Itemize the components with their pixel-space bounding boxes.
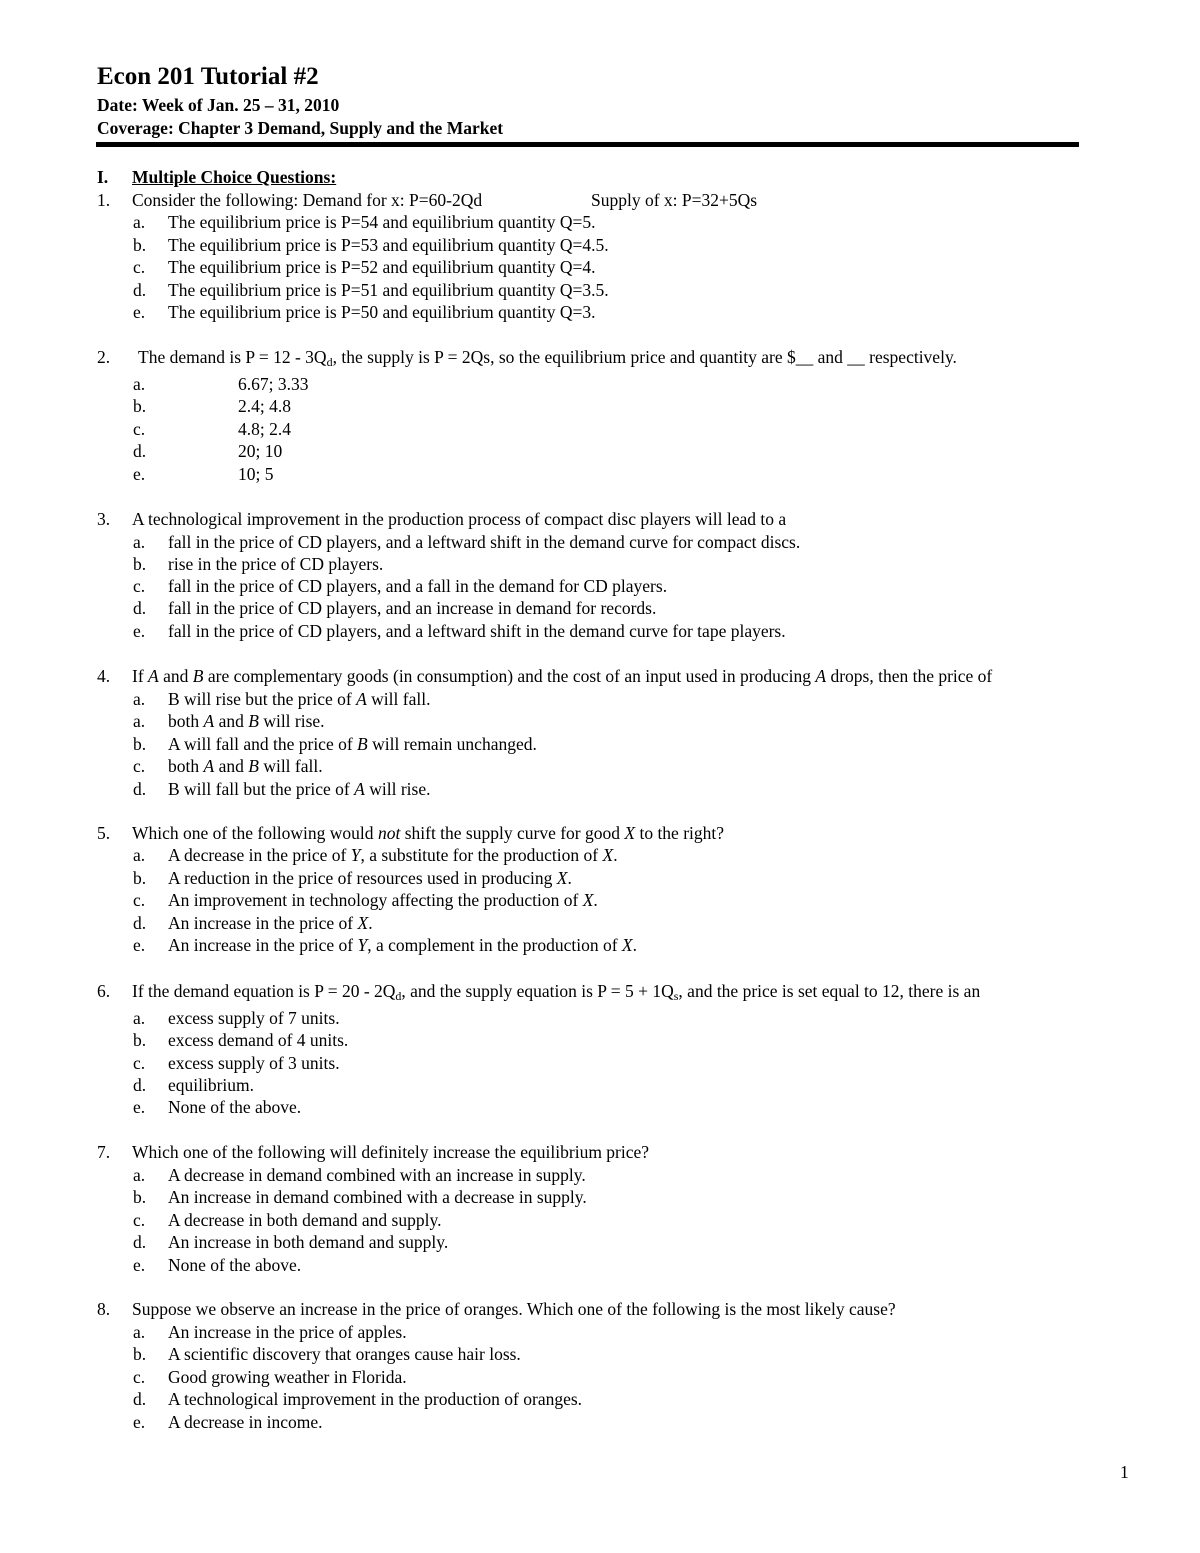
option-letter: a. <box>133 711 146 731</box>
option-letter: b. <box>133 734 147 754</box>
option-text: fall in the price of CD players, and a leftward shift in the demand curve for tape players. <box>168 621 786 641</box>
option-letter: b. <box>133 1344 147 1364</box>
option-text: fall in the price of CD players, and a fall in the demand for CD players. <box>168 576 668 596</box>
option-letter: d. <box>133 913 147 933</box>
question-text: If A and B are complementary goods (in consumption) and the cost of an input used in producing A drops, then the price of <box>132 666 993 686</box>
coverage-line: Coverage: Chapter 3 Demand, Supply and the Market <box>97 118 504 138</box>
option-letter: e. <box>133 621 146 641</box>
option-letter: c. <box>133 1053 146 1073</box>
option-letter: b. <box>133 235 147 255</box>
document-title: Econ 201 Tutorial #2 <box>97 63 319 90</box>
option-letter: a. <box>133 689 146 709</box>
option-letter: a. <box>133 1322 146 1342</box>
option-letter: c. <box>133 756 146 776</box>
page-number: 1 <box>1120 1462 1129 1482</box>
option-letter: e. <box>133 1412 146 1432</box>
option-letter: b. <box>133 1187 147 1207</box>
option-letter: c. <box>133 1210 146 1230</box>
option-text: 20; 10 <box>238 441 283 461</box>
option-text: An increase in both demand and supply. <box>168 1232 449 1252</box>
option-text: The equilibrium price is P=50 and equilibrium quantity Q=3. <box>168 302 596 322</box>
option-text: A reduction in the price of resources used in producing X. <box>168 868 572 888</box>
option-text: An improvement in technology affecting the production of X. <box>168 890 598 910</box>
option-letter: c. <box>133 257 146 277</box>
option-text: A decrease in the price of Y, a substitute for the production of X. <box>168 845 618 865</box>
option-letter: d. <box>133 1075 147 1095</box>
option-letter: c. <box>133 890 146 910</box>
option-text: rise in the price of CD players. <box>168 554 384 574</box>
option-letter: d. <box>133 441 147 461</box>
option-text: None of the above. <box>168 1097 302 1117</box>
option-letter: e. <box>133 302 146 322</box>
option-letter: a. <box>133 845 146 865</box>
section-title: Multiple Choice Questions: <box>132 167 337 187</box>
option-text: 10; 5 <box>238 464 274 484</box>
option-text: The equilibrium price is P=54 and equilibrium quantity Q=5. <box>168 212 596 232</box>
section-number: I. <box>97 167 109 187</box>
option-letter: a. <box>133 1008 146 1028</box>
option-letter: e. <box>133 1097 146 1117</box>
option-letter: a. <box>133 374 146 394</box>
option-text: The equilibrium price is P=53 and equilibrium quantity Q=4.5. <box>168 235 609 255</box>
option-letter: d. <box>133 1232 147 1252</box>
option-text: both A and B will fall. <box>168 756 323 776</box>
option-letter: c. <box>133 419 146 439</box>
question-text: Which one of the following would not shift the supply curve for good X to the right? <box>132 823 725 843</box>
option-letter: b. <box>133 1030 147 1050</box>
option-text: None of the above. <box>168 1255 302 1275</box>
question-text: A technological improvement in the production process of compact disc players will lead to a <box>132 509 787 529</box>
option-text: 6.67; 3.33 <box>238 374 309 394</box>
option-text: An increase in demand combined with a decrease in supply. <box>168 1187 587 1207</box>
option-text: A scientific discovery that oranges cause hair loss. <box>168 1344 521 1364</box>
option-letter: e. <box>133 1255 146 1275</box>
option-letter: e. <box>133 935 146 955</box>
question-number: 6. <box>97 981 111 1001</box>
option-text: excess demand of 4 units. <box>168 1030 349 1050</box>
question-number: 8. <box>97 1299 111 1319</box>
question-number: 5. <box>97 823 111 843</box>
option-text: An increase in the price of Y, a complement in the production of X. <box>168 935 637 955</box>
option-letter: a. <box>133 212 146 232</box>
question-supply-text: Supply of x: P=32+5Qs <box>591 190 758 210</box>
option-text: excess supply of 3 units. <box>168 1053 340 1073</box>
option-letter: d. <box>133 598 147 618</box>
question-number: 3. <box>97 509 111 529</box>
option-letter: d. <box>133 1389 147 1409</box>
option-text: equilibrium. <box>168 1075 255 1095</box>
option-text: A decrease in demand combined with an increase in supply. <box>168 1165 586 1185</box>
option-text: An increase in the price of apples. <box>168 1322 407 1342</box>
question-text: Suppose we observe an increase in the price of oranges. Which one of the following is the most likely cause? <box>132 1299 896 1319</box>
option-text: 4.8; 2.4 <box>238 419 291 439</box>
question-number: 4. <box>97 666 111 686</box>
option-text: both A and B will rise. <box>168 711 325 731</box>
option-letter: a. <box>133 532 146 552</box>
option-text: 2.4; 4.8 <box>238 396 291 416</box>
option-text: A decrease in income. <box>168 1412 323 1432</box>
question-text: If the demand equation is $P = 20 - 2Q_d$, and the supply equation is $P = 5 + 1Q_s$, and the price is set equal to 12, there is an <box>132 981 981 1003</box>
question-number: 7. <box>97 1142 111 1162</box>
option-letter: a. <box>133 1165 146 1185</box>
option-text: A decrease in both demand and supply. <box>168 1210 442 1230</box>
option-letter: d. <box>133 779 147 799</box>
option-text: The equilibrium price is P=51 and equilibrium quantity Q=3.5. <box>168 280 609 300</box>
option-text: A technological improvement in the production of oranges. <box>168 1389 583 1409</box>
question-number: 2. <box>97 347 111 367</box>
option-text: An increase in the price of X. <box>168 913 373 933</box>
option-text: fall in the price of CD players, and an increase in demand for records. <box>168 598 657 618</box>
question-text: Which one of the following will definitely increase the equilibrium price? <box>132 1142 650 1162</box>
option-letter: c. <box>133 576 146 596</box>
question-text: Consider the following: Demand for x: P=60-2Qd <box>132 190 483 210</box>
option-letter: d. <box>133 280 147 300</box>
option-text: excess supply of 7 units. <box>168 1008 340 1028</box>
option-text: A will fall and the price of B will remain unchanged. <box>168 734 537 754</box>
option-text: fall in the price of CD players, and a leftward shift in the demand curve for compact discs. <box>168 532 801 552</box>
option-letter: e. <box>133 464 146 484</box>
option-letter: b. <box>133 868 147 888</box>
date-line: Date: Week of Jan. 25 – 31, 2010 <box>97 95 340 115</box>
question-number: 1. <box>97 190 111 210</box>
option-text: Good growing weather in Florida. <box>168 1367 407 1387</box>
option-letter: c. <box>133 1367 146 1387</box>
option-text: The equilibrium price is P=52 and equilibrium quantity Q=4. <box>168 257 596 277</box>
option-letter: b. <box>133 396 147 416</box>
option-text: B will rise but the price of A will fall. <box>168 689 431 709</box>
option-letter: b. <box>133 554 147 574</box>
header-rule <box>96 142 1079 147</box>
question-text: The demand is $P = 12 - 3Q_d$, the supply is P = 2Qs, so the equilibrium price and quantity are $__ and __ respectively. <box>138 347 957 369</box>
option-text: B will fall but the price of A will rise. <box>168 779 431 799</box>
